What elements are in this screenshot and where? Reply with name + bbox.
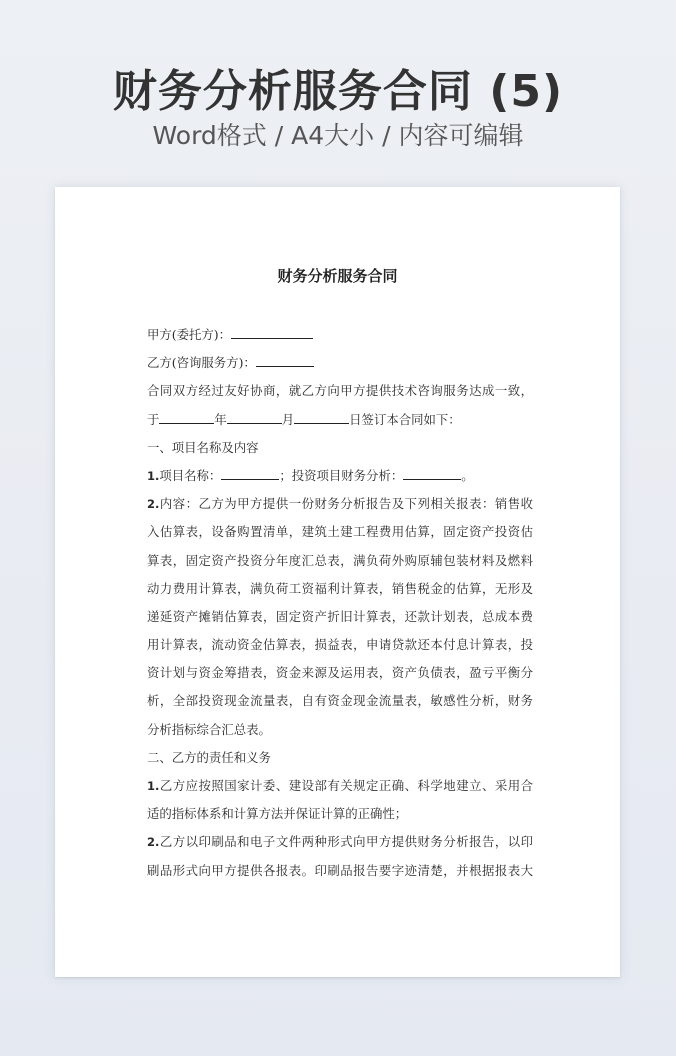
item-2-line: 入估算表，设备购置清单，建筑土建工程费用估算，固定资产投资估 (147, 524, 533, 540)
item-2-line (147, 490, 533, 518)
project-name-blank[interactable] (221, 467, 279, 480)
item-1-number: 1. (147, 468, 160, 483)
date-prefix: 于 (147, 411, 160, 427)
item-2-number: 2. (147, 497, 160, 512)
section-1-heading: 一、项目名称及内容 (147, 439, 259, 455)
s2-item-2-text: 乙方以印刷品和电子文件两种形式向甲方提供财务分析报告，以印 (159, 834, 533, 850)
month-blank[interactable] (227, 411, 282, 424)
item-1-end: 。 (461, 467, 474, 483)
item-2-text: 内容：乙方为甲方提供一份财务分析报告及下列相关报表：销售收 (159, 496, 533, 512)
intro-line: 合同双方经过友好协商，就乙方向甲方提供技术咨询服务达成一致， (147, 383, 533, 399)
party-b-label: 乙方(咨询服务方)： (147, 355, 256, 371)
date-line (147, 406, 533, 434)
date-month-label: 月 (281, 411, 295, 427)
s2-item-1-number: 1. (147, 779, 160, 793)
page-title: 财务分析服务合同 (5) (112, 66, 564, 117)
item-2-line: 析，全部投资现金流量表，自有资金现金流量表，敏感性分析，财务 (147, 693, 533, 709)
s2-item-1-line: 适的指标体系和计算方法并保证计算的正确性； (147, 806, 408, 822)
party-a-blank[interactable] (231, 326, 313, 339)
financial-analysis-blank[interactable] (403, 467, 461, 480)
s2-item-1-text: 乙方应按照国家计委、建设部有关规定正确、科学地建立、采用合 (159, 778, 533, 793)
page-subtitle: Word格式 / A4大小 / 内容可编辑 (152, 121, 524, 150)
item-2-line: 分析指标综合汇总表。 (147, 721, 271, 737)
party-b-line (147, 349, 533, 377)
section-2-heading: 二、乙方的责任和义务 (147, 749, 271, 765)
s2-item-2-line: 刷品形式向甲方提供各报表。印刷品报告要字迹清楚，并根据报表大 (147, 862, 533, 878)
party-a-line (147, 321, 533, 349)
day-blank[interactable] (294, 411, 349, 424)
item-2-line: 算表，固定资产投资分年度汇总表，满负荷外购原辅包装材料及燃料 (147, 552, 533, 568)
date-year-label: 年 (214, 411, 227, 427)
document-page (55, 187, 620, 977)
s2-item-1-line (147, 772, 533, 800)
document-title: 财务分析服务合同 (277, 267, 398, 285)
item-1-mid: ；投资项目财务分析： (279, 467, 404, 483)
s2-item-2-line (147, 828, 533, 856)
item-2-line: 用计算表，流动资金估算表，损益表，申请贷款还本付息计算表，投 (147, 637, 533, 653)
party-a-label: 甲方(委托方)： (147, 327, 232, 342)
party-b-blank[interactable] (256, 354, 314, 367)
year-blank[interactable] (159, 411, 214, 424)
document-body (147, 321, 533, 885)
item-2-line: 资计划与资金筹措表，资金来源及运用表，资产负债表，盈亏平衡分 (147, 665, 533, 681)
item-2-line: 递延资产摊销估算表，固定资产折旧计算表，还款计划表，总成本费 (147, 608, 533, 624)
item-1-label: 项目名称： (159, 467, 222, 483)
item-2-line: 动力费用计算表，满负荷工资福利计算表，销售税金的估算，无形及 (147, 580, 533, 596)
date-suffix: 日签订本合同如下： (349, 411, 461, 427)
s2-item-2-number: 2. (147, 835, 160, 850)
item-1-line (147, 462, 533, 490)
